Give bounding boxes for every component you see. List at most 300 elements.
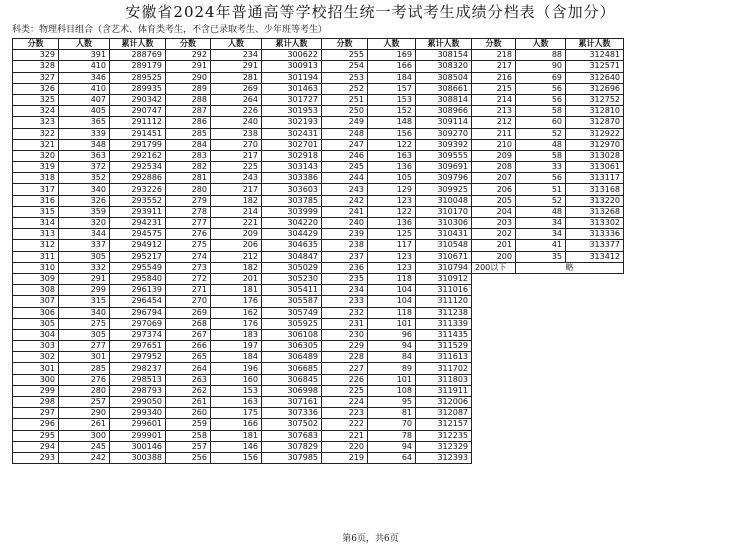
table-row: [322, 329, 472, 340]
cumulative-cell: 305925: [262, 318, 322, 329]
cumulative-cell: 310170: [416, 206, 472, 217]
table-row: [322, 352, 472, 363]
count-cell: 70: [368, 419, 416, 430]
cumulative-cell: 291112: [110, 117, 166, 128]
score-cell: 214: [472, 94, 516, 105]
cumulative-cell: 313168: [566, 184, 624, 195]
count-cell: 242: [59, 452, 110, 463]
table-row: [322, 408, 472, 419]
table-row: [166, 374, 322, 385]
cumulative-cell: 309114: [416, 117, 472, 128]
count-cell: 410: [59, 83, 110, 94]
table-row: [13, 94, 166, 105]
cumulative-cell: 298513: [110, 374, 166, 385]
table-row: [13, 106, 166, 117]
score-cell: 265: [166, 352, 211, 363]
table-row: [472, 173, 624, 184]
table-row: [322, 251, 472, 262]
count-cell: 405: [59, 106, 110, 117]
count-cell: 339: [59, 128, 110, 139]
table-row: [472, 184, 624, 195]
table-row: [322, 307, 472, 318]
cumulative-cell: 304635: [262, 240, 322, 251]
count-cell: 181: [211, 430, 262, 441]
count-cell: 181: [211, 285, 262, 296]
score-cell: 279: [166, 195, 211, 206]
cumulative-cell: 303143: [262, 162, 322, 173]
count-cell: 201: [211, 273, 262, 284]
table-row: [166, 419, 322, 430]
cumulative-cell: 299901: [110, 430, 166, 441]
score-cell: 262: [166, 385, 211, 396]
score-cell: 284: [166, 139, 211, 150]
table-row: [322, 452, 472, 463]
count-cell: 48: [516, 139, 566, 150]
count-cell: 156: [368, 128, 416, 139]
score-cell: 303: [13, 341, 59, 352]
score-cell: 282: [166, 162, 211, 173]
cumulative-cell: 299601: [110, 419, 166, 430]
cumulative-cell: 297069: [110, 318, 166, 329]
count-cell: 257: [59, 397, 110, 408]
score-header: 分数: [472, 39, 516, 50]
score-cell: 229: [322, 341, 368, 352]
cumulative-cell: 309555: [416, 150, 472, 161]
score-cell: 261: [166, 397, 211, 408]
count-cell: 129: [368, 184, 416, 195]
score-cell: 273: [166, 262, 211, 273]
table-row: [322, 184, 472, 195]
cumulative-cell: 295217: [110, 251, 166, 262]
score-cell: 231: [322, 318, 368, 329]
count-cell: 94: [368, 341, 416, 352]
score-cell: 318: [13, 173, 59, 184]
score-cell: 320: [13, 150, 59, 161]
score-cell: 263: [166, 374, 211, 385]
cumulative-cell: 313412: [566, 251, 624, 262]
count-cell: 407: [59, 94, 110, 105]
score-cell: 316: [13, 195, 59, 206]
cumulative-cell: 306489: [262, 352, 322, 363]
score-cell: 215: [472, 83, 516, 94]
table-row: [472, 50, 624, 61]
cumulative-cell: 305749: [262, 307, 322, 318]
table-row: [322, 374, 472, 385]
table-row: [472, 106, 624, 117]
table-row: [322, 363, 472, 374]
cumulative-cell: 311435: [416, 329, 472, 340]
table-row: [13, 61, 166, 72]
cumulative-cell: 293911: [110, 206, 166, 217]
score-cell: 245: [322, 162, 368, 173]
score-cell: 235: [322, 273, 368, 284]
count-cell: 123: [368, 251, 416, 262]
count-cell: 238: [211, 128, 262, 139]
score-table-block-2: [165, 38, 322, 464]
table-row: [166, 139, 322, 150]
table-row: [13, 173, 166, 184]
count-cell: 234: [211, 50, 262, 61]
table-row: [166, 408, 322, 419]
score-cell: 293: [13, 452, 59, 463]
table-row: [13, 162, 166, 173]
table-row: [13, 285, 166, 296]
cumulative-cell: 308504: [416, 72, 472, 83]
count-cell: 64: [368, 452, 416, 463]
score-cell: 268: [166, 318, 211, 329]
table-row: [166, 150, 322, 161]
table-row: [166, 72, 322, 83]
count-cell: 212: [211, 251, 262, 262]
table-row: [166, 206, 322, 217]
count-cell: 276: [59, 374, 110, 385]
table-row: [472, 117, 624, 128]
score-cell: 208: [472, 162, 516, 173]
score-cell: 219: [322, 452, 368, 463]
score-cell: 257: [166, 441, 211, 452]
cumulative-cell: 306845: [262, 374, 322, 385]
table-row: [13, 329, 166, 340]
table-row: [13, 430, 166, 441]
cumulative-cell: 304847: [262, 251, 322, 262]
cumulative-cell: 293552: [110, 195, 166, 206]
cumulative-cell: 305230: [262, 273, 322, 284]
count-cell: 136: [368, 218, 416, 229]
cumulative-cell: 309796: [416, 173, 472, 184]
table-row: [166, 430, 322, 441]
score-cell: 292: [166, 50, 211, 61]
score-cell: 237: [322, 251, 368, 262]
cumulative-cell: 312640: [566, 72, 624, 83]
table-row: [13, 218, 166, 229]
cumulative-cell: 312235: [416, 430, 472, 441]
score-cell: 227: [322, 363, 368, 374]
cumulative-cell: 311238: [416, 307, 472, 318]
category-subtitle: 科类：物理科目组合（含艺术、体育类考生，不含已录取考生、少年班等考生）: [12, 25, 328, 35]
count-cell: 305: [59, 251, 110, 262]
count-cell: 56: [516, 94, 566, 105]
cumulative-cell: 308966: [416, 106, 472, 117]
count-cell: 176: [211, 318, 262, 329]
count-cell: 56: [516, 173, 566, 184]
count-cell: 157: [368, 83, 416, 94]
cumulative-cell: 297952: [110, 352, 166, 363]
cumulative-cell: 309691: [416, 162, 472, 173]
cumulative-cell: 310048: [416, 195, 472, 206]
cumulative-cell: 302918: [262, 150, 322, 161]
cumulative-cell: 299340: [110, 408, 166, 419]
table-row: [166, 173, 322, 184]
cumulative-header: 累计人数: [566, 39, 624, 50]
count-cell: 34: [516, 218, 566, 229]
score-cell: 275: [166, 240, 211, 251]
count-cell: 346: [59, 72, 110, 83]
cumulative-cell: 306685: [262, 363, 322, 374]
table-row: [322, 83, 472, 94]
table-row: [322, 385, 472, 396]
score-cell: 201: [472, 240, 516, 251]
table-row: [322, 430, 472, 441]
cumulative-cell: 313336: [566, 229, 624, 240]
cumulative-cell: 300388: [110, 452, 166, 463]
cumulative-cell: 295840: [110, 273, 166, 284]
score-table-block-1: [12, 38, 166, 464]
score-cell: 326: [13, 83, 59, 94]
score-cell: 272: [166, 273, 211, 284]
score-cell: 236: [322, 262, 368, 273]
count-cell: 340: [59, 184, 110, 195]
count-cell: 33: [516, 162, 566, 173]
cumulative-cell: 307336: [262, 408, 322, 419]
score-cell: 213: [472, 106, 516, 117]
count-cell: 221: [211, 218, 262, 229]
score-cell: 239: [322, 229, 368, 240]
score-cell: 274: [166, 251, 211, 262]
count-cell: 305: [59, 329, 110, 340]
score-cell: 230: [322, 329, 368, 340]
cumulative-cell: 310912: [416, 273, 472, 284]
score-cell: 252: [322, 83, 368, 94]
cumulative-header: 累计人数: [416, 39, 472, 50]
count-cell: 332: [59, 262, 110, 273]
count-cell: 275: [59, 318, 110, 329]
table-row: [472, 240, 624, 251]
table-row: [166, 184, 322, 195]
cumulative-cell: 300913: [262, 61, 322, 72]
score-cell: 323: [13, 117, 59, 128]
score-cell: 228: [322, 352, 368, 363]
table-row: [166, 307, 322, 318]
table-row: [322, 296, 472, 307]
score-cell: 216: [472, 72, 516, 83]
count-cell: 299: [59, 285, 110, 296]
count-cell: 182: [211, 262, 262, 273]
score-cell: 234: [322, 285, 368, 296]
table-row: [322, 240, 472, 251]
document-title: 安徽省2024年普通高等学校招生统一考试考生成绩分档表（含加分）: [125, 3, 616, 21]
score-cell: 211: [472, 128, 516, 139]
score-cell: 294: [13, 441, 59, 452]
cumulative-cell: 307829: [262, 441, 322, 452]
cumulative-cell: 311339: [416, 318, 472, 329]
cumulative-cell: 297374: [110, 329, 166, 340]
table-row: [472, 139, 624, 150]
table-row: [166, 128, 322, 139]
table-row: [166, 162, 322, 173]
cumulative-cell: 303999: [262, 206, 322, 217]
count-cell: 117: [368, 240, 416, 251]
count-cell: 146: [211, 441, 262, 452]
table-row: [13, 139, 166, 150]
cumulative-cell: 297651: [110, 341, 166, 352]
table-row: [322, 273, 472, 284]
count-cell: 290: [59, 408, 110, 419]
score-cell: 295: [13, 430, 59, 441]
score-header: 分数: [166, 39, 211, 50]
score-cell: 251: [322, 94, 368, 105]
cumulative-cell: 310671: [416, 251, 472, 262]
table-row: [166, 329, 322, 340]
score-cell: 289: [166, 83, 211, 94]
score-cell: 254: [322, 61, 368, 72]
count-cell: 243: [211, 173, 262, 184]
cumulative-cell: 303386: [262, 173, 322, 184]
table-row: [322, 94, 472, 105]
score-cell: 278: [166, 206, 211, 217]
count-cell: 337: [59, 240, 110, 251]
cumulative-cell: 313117: [566, 173, 624, 184]
table-row: [13, 318, 166, 329]
cumulative-cell: 309392: [416, 139, 472, 150]
score-cell: 260: [166, 408, 211, 419]
table-row-below-threshold: [472, 262, 624, 273]
count-cell: 122: [368, 206, 416, 217]
count-cell: 104: [368, 285, 416, 296]
score-cell: 271: [166, 285, 211, 296]
score-cell: 240: [322, 218, 368, 229]
score-cell: 299: [13, 385, 59, 396]
cumulative-cell: 308814: [416, 94, 472, 105]
count-cell: 169: [368, 50, 416, 61]
score-cell: 243: [322, 184, 368, 195]
score-cell: 232: [322, 307, 368, 318]
count-cell: 410: [59, 61, 110, 72]
score-cell: 253: [322, 72, 368, 83]
cumulative-cell: 302431: [262, 128, 322, 139]
score-cell: 276: [166, 229, 211, 240]
table-row: [13, 117, 166, 128]
score-cell: 280: [166, 184, 211, 195]
count-cell: 122: [368, 139, 416, 150]
score-cell: 306: [13, 307, 59, 318]
table-row: [166, 273, 322, 284]
cumulative-cell: 301194: [262, 72, 322, 83]
table-row: [13, 150, 166, 161]
cumulative-cell: 303603: [262, 184, 322, 195]
count-cell: 261: [59, 419, 110, 430]
count-cell: 52: [516, 128, 566, 139]
table-row: [166, 296, 322, 307]
score-cell: 264: [166, 363, 211, 374]
count-cell: 78: [368, 430, 416, 441]
score-cell: 217: [472, 61, 516, 72]
cumulative-cell: 291451: [110, 128, 166, 139]
cumulative-cell: 301953: [262, 106, 322, 117]
cumulative-cell: 311016: [416, 285, 472, 296]
count-cell: 182: [211, 195, 262, 206]
cumulative-cell: 305411: [262, 285, 322, 296]
cumulative-cell: 300622: [262, 50, 322, 61]
score-cell: 288: [166, 94, 211, 105]
count-cell: 183: [211, 329, 262, 340]
cumulative-cell: 312329: [416, 441, 472, 452]
table-row: [13, 229, 166, 240]
score-cell: 311: [13, 251, 59, 262]
count-cell: 156: [211, 452, 262, 463]
table-row: [322, 285, 472, 296]
cumulative-cell: 311702: [416, 363, 472, 374]
table-row: [166, 397, 322, 408]
score-cell: 242: [322, 195, 368, 206]
table-row: [166, 106, 322, 117]
table-row: [13, 441, 166, 452]
table-row: [13, 452, 166, 463]
cumulative-cell: 312752: [566, 94, 624, 105]
table-row: [13, 408, 166, 419]
cumulative-cell: 313061: [566, 162, 624, 173]
score-table-block-3: [321, 38, 472, 464]
score-cell: 302: [13, 352, 59, 363]
score-cell: 283: [166, 150, 211, 161]
count-cell: 163: [211, 397, 262, 408]
score-cell: 325: [13, 94, 59, 105]
table-row: [472, 150, 624, 161]
score-cell: 246: [322, 150, 368, 161]
score-cell: 233: [322, 296, 368, 307]
cumulative-cell: 289179: [110, 61, 166, 72]
table-row: [322, 195, 472, 206]
score-cell: 205: [472, 195, 516, 206]
score-cell: 223: [322, 408, 368, 419]
score-cell: 314: [13, 218, 59, 229]
count-cell: 217: [211, 150, 262, 161]
cumulative-cell: 291799: [110, 139, 166, 150]
count-cell: 277: [59, 341, 110, 352]
score-cell: 321: [13, 139, 59, 150]
score-cell: 266: [166, 341, 211, 352]
table-row: [166, 229, 322, 240]
table-row: [322, 397, 472, 408]
table-row: [13, 341, 166, 352]
score-cell: 209: [472, 150, 516, 161]
count-header: 人数: [211, 39, 262, 50]
table-row: [322, 128, 472, 139]
count-cell: 153: [368, 94, 416, 105]
score-cell: 329: [13, 50, 59, 61]
count-cell: 56: [516, 83, 566, 94]
count-cell: 301: [59, 352, 110, 363]
cumulative-cell: 305029: [262, 262, 322, 273]
count-cell: 175: [211, 408, 262, 419]
table-row: [472, 72, 624, 83]
count-cell: 391: [59, 50, 110, 61]
table-row: [166, 61, 322, 72]
table-row: [166, 50, 322, 61]
cumulative-cell: 313220: [566, 195, 624, 206]
count-cell: 160: [211, 374, 262, 385]
count-cell: 105: [368, 173, 416, 184]
count-cell: 184: [368, 72, 416, 83]
table-row: [322, 262, 472, 273]
cumulative-cell: 310431: [416, 229, 472, 240]
count-cell: 315: [59, 296, 110, 307]
score-cell: 210: [472, 139, 516, 150]
score-cell: 204: [472, 206, 516, 217]
count-cell: 123: [368, 195, 416, 206]
score-cell: 300: [13, 374, 59, 385]
score-cell: 248: [322, 128, 368, 139]
score-cell: 256: [166, 452, 211, 463]
cumulative-cell: 294575: [110, 229, 166, 240]
table-row: [472, 83, 624, 94]
cumulative-cell: 312922: [566, 128, 624, 139]
cumulative-cell: 311911: [416, 385, 472, 396]
cumulative-cell: 312481: [566, 50, 624, 61]
count-cell: 197: [211, 341, 262, 352]
score-cell: 319: [13, 162, 59, 173]
below-threshold-label: 200以下: [472, 262, 516, 273]
cumulative-cell: 308661: [416, 83, 472, 94]
